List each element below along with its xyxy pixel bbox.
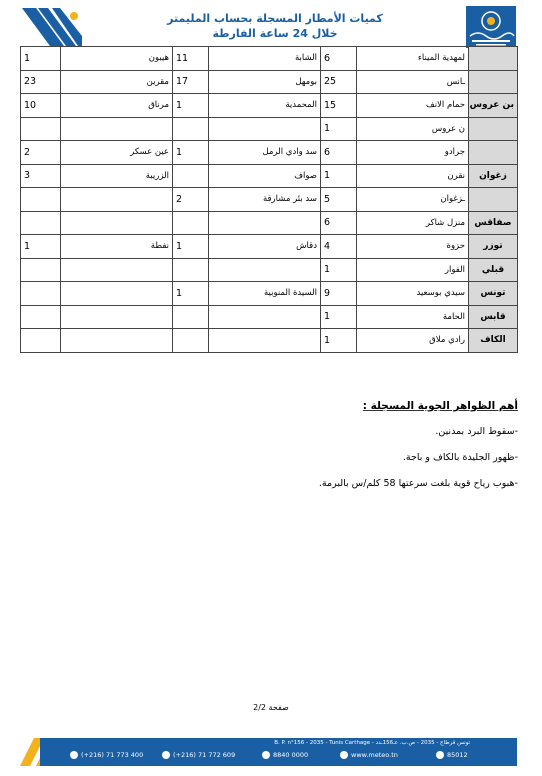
footer-address: B. P. n°156 - 2035 - Tunis Carthage - تونس قرطاج - 2035 - ص.ب. عـ156ـدد xyxy=(274,740,470,746)
rainfall-value: 6 xyxy=(321,141,357,165)
rainfall-value: 1 xyxy=(21,235,61,259)
phone-icon xyxy=(70,751,78,759)
station-cell: لمهدية الميناء xyxy=(357,47,469,71)
rainfall-value: 3 xyxy=(21,164,61,188)
rainfall-value xyxy=(173,305,209,329)
station-cell xyxy=(209,211,321,235)
station-cell: الفوار xyxy=(357,258,469,282)
station-cell: الزريبة xyxy=(61,164,173,188)
station-cell: دقاش xyxy=(209,235,321,259)
station-cell: جرادو xyxy=(357,141,469,165)
station-cell: الحامة xyxy=(357,305,469,329)
governorate-cell: الكاف xyxy=(469,329,518,353)
rainfall-value: 1 xyxy=(21,47,61,71)
meteo-institute-logo xyxy=(466,6,516,48)
station-cell: سيدي بوسعيد xyxy=(357,282,469,306)
sms-icon xyxy=(436,751,444,759)
table-row xyxy=(21,282,518,306)
governorate-cell xyxy=(469,70,518,94)
station-cell: حزوة xyxy=(357,235,469,259)
footer-phone-1: (+216) 71 773 400 xyxy=(70,751,143,759)
station-cell xyxy=(61,188,173,212)
footer-phone-3: 8840 0000 xyxy=(262,751,308,759)
rainfall-value: 1 xyxy=(321,117,357,141)
page-number: صفحة 2/2 xyxy=(253,703,289,712)
rainfall-value xyxy=(173,117,209,141)
rainfall-value: 2 xyxy=(21,141,61,165)
station-cell: ـانس xyxy=(357,70,469,94)
station-cell xyxy=(209,329,321,353)
governorate-cell xyxy=(469,188,518,212)
report-title: كميات الأمطار المسجلة بحساب المليمتر xyxy=(167,12,383,25)
rainfall-value: 5 xyxy=(321,188,357,212)
phenomenon-item: -ظهور الجليدة بالكاف و باجة. xyxy=(402,452,518,463)
rainfall-value xyxy=(21,305,61,329)
table-row xyxy=(21,258,518,282)
rainfall-value: 6 xyxy=(321,47,357,71)
rainfall-value xyxy=(21,211,61,235)
governorate-cell: تونس xyxy=(469,282,518,306)
rainfall-value: 1 xyxy=(321,329,357,353)
rainfall-value xyxy=(173,258,209,282)
station-cell: مرناق xyxy=(61,94,173,118)
station-cell: صواف xyxy=(209,164,321,188)
rainfall-value xyxy=(173,329,209,353)
station-cell xyxy=(209,117,321,141)
phenomenon-item: -سقوط البرد بمدنين. xyxy=(435,426,518,437)
rainfall-value: 2 xyxy=(173,188,209,212)
table-row xyxy=(21,141,518,165)
rainfall-value: 1 xyxy=(321,164,357,188)
globe-icon xyxy=(340,751,348,759)
rainfall-value xyxy=(21,188,61,212)
station-cell: رادي ملاق xyxy=(357,329,469,353)
report-subtitle: خلال 24 ساعة الفارطة xyxy=(212,27,338,40)
rainfall-value xyxy=(173,211,209,235)
station-cell: ـزغوان xyxy=(357,188,469,212)
governorate-cell: صفاقس xyxy=(469,211,518,235)
table-row xyxy=(21,188,518,212)
governorate-cell: قبلي xyxy=(469,258,518,282)
station-cell: نفطة xyxy=(61,235,173,259)
rainfall-value: 1 xyxy=(173,94,209,118)
station-cell: ن عروس xyxy=(357,117,469,141)
phenomena-title: أهم الظواهر الجوية المسجلة : xyxy=(362,400,518,412)
governorate-cell: قابس xyxy=(469,305,518,329)
table-row xyxy=(21,70,518,94)
rainfall-value: 11 xyxy=(173,47,209,71)
governorate-cell xyxy=(469,47,518,71)
governorate-cell xyxy=(469,117,518,141)
fax-icon xyxy=(162,751,170,759)
station-cell xyxy=(61,329,173,353)
table-row xyxy=(21,47,518,71)
rainfall-value: 9 xyxy=(321,282,357,306)
rainfall-value xyxy=(21,329,61,353)
station-cell xyxy=(61,305,173,329)
rainfall-value: 10 xyxy=(21,94,61,118)
rainfall-value: 4 xyxy=(321,235,357,259)
station-cell xyxy=(209,258,321,282)
rainfall-value: 1 xyxy=(173,282,209,306)
phone-icon xyxy=(262,751,270,759)
governorate-cell: زغوان xyxy=(469,164,518,188)
footer-phone-2: (+216) 71 772 609 xyxy=(162,751,235,759)
station-cell xyxy=(61,211,173,235)
rainfall-value: 17 xyxy=(173,70,209,94)
rainfall-value xyxy=(21,117,61,141)
station-cell: هيبون xyxy=(61,47,173,71)
footer-contacts xyxy=(70,751,510,763)
phenomenon-item: -هبوب رياح قوية بلغت سرعتها 58 كلم/س بالبرمة. xyxy=(318,478,518,489)
station-cell: حمام الانف xyxy=(357,94,469,118)
rainfall-value xyxy=(21,258,61,282)
rainfall-value: 1 xyxy=(321,305,357,329)
station-cell: المحمدية xyxy=(209,94,321,118)
brand-stripes-logo xyxy=(22,6,82,46)
station-cell: بومهل xyxy=(209,70,321,94)
table-row xyxy=(21,164,518,188)
table-row xyxy=(21,329,518,353)
station-cell: نقرن xyxy=(357,164,469,188)
station-cell xyxy=(61,282,173,306)
station-cell: مقرين xyxy=(61,70,173,94)
rainfall-value: 1 xyxy=(173,141,209,165)
governorate-cell: بن عروس xyxy=(469,94,518,118)
station-cell: السيدة المنوبية xyxy=(209,282,321,306)
table-row xyxy=(21,211,518,235)
footer-website[interactable]: www.meteo.tn xyxy=(340,751,398,759)
rainfall-value: 6 xyxy=(321,211,357,235)
rainfall-value: 1 xyxy=(173,235,209,259)
governorate-cell xyxy=(469,141,518,165)
station-cell xyxy=(61,258,173,282)
rainfall-value xyxy=(21,282,61,306)
station-cell: الشابة xyxy=(209,47,321,71)
table-row xyxy=(21,235,518,259)
footer-shortcode: 85012 xyxy=(436,751,468,759)
station-cell: منزل شاكر xyxy=(357,211,469,235)
station-cell xyxy=(209,305,321,329)
rainfall-table xyxy=(20,46,517,353)
rainfall-value: 23 xyxy=(21,70,61,94)
station-cell: عين عسكر xyxy=(61,141,173,165)
station-cell xyxy=(61,117,173,141)
table-row xyxy=(21,94,518,118)
station-cell: سد بئر مشارقة xyxy=(209,188,321,212)
station-cell: سد وادي الرمل xyxy=(209,141,321,165)
rainfall-value xyxy=(173,164,209,188)
table-row xyxy=(21,305,518,329)
rainfall-value: 25 xyxy=(321,70,357,94)
table-row xyxy=(21,117,518,141)
rainfall-value: 15 xyxy=(321,94,357,118)
rainfall-value: 1 xyxy=(321,258,357,282)
governorate-cell: توزر xyxy=(469,235,518,259)
